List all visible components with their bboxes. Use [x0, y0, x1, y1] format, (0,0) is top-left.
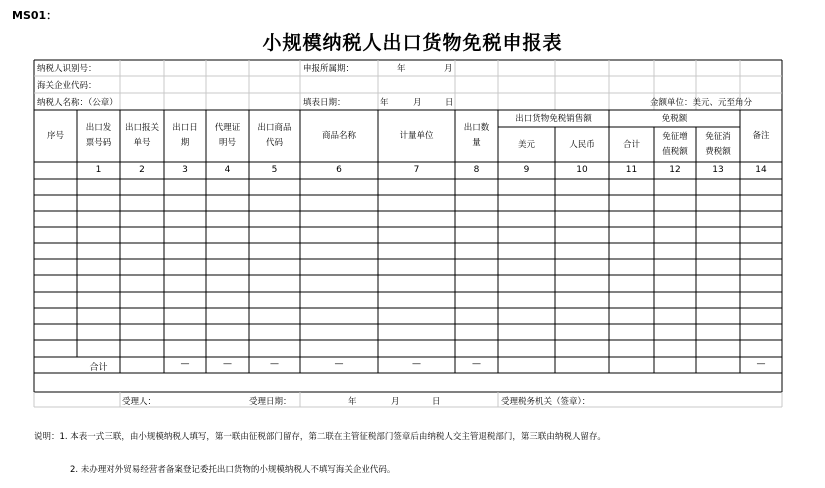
column-number: 1 [95, 165, 102, 175]
tax-office-label: 受理税务机关（签章）： [501, 397, 591, 407]
header-remarks: 备注 [752, 131, 770, 141]
header-goods-name: 商品名称 [321, 131, 356, 141]
total-dash: — [180, 359, 190, 369]
accept-year: 年 [348, 397, 357, 407]
header-sales-group: 出口货物免税销售额 [515, 114, 592, 124]
column-number: 3 [182, 165, 188, 175]
accept-date-label: 受理日期： [249, 397, 292, 407]
column-number: 12 [669, 165, 681, 175]
column-number: 11 [625, 165, 638, 175]
column-number: 8 [473, 165, 480, 175]
header-total: 合计 [622, 140, 640, 150]
column-number: 13 [712, 165, 724, 175]
fill-month: 月 [413, 98, 422, 108]
column-number: 14 [755, 165, 767, 175]
form-code: MS01： [12, 9, 58, 22]
customs-code-label: 海关企业代码： [37, 81, 97, 91]
taxpayer-name-label: 纳税人名称：（公章） [37, 98, 118, 108]
total-dash: — [412, 359, 421, 369]
period-month: 月 [444, 64, 453, 74]
header-usd: 美元 [517, 140, 535, 150]
fill-year: 年 [380, 98, 389, 108]
amount-unit-label: 金额单位：美元、元至角分 [650, 98, 753, 108]
total-dash: — [223, 359, 232, 369]
fill-day: 日 [445, 98, 454, 108]
column-number: 6 [336, 165, 342, 175]
accept-day: 日 [432, 397, 441, 407]
page-title: 小规模纳税人出口货物免税申报表 [262, 32, 563, 54]
total-dash: — [270, 359, 279, 369]
header-exempt-group: 免税额 [661, 114, 688, 124]
header-rmb: 人民币 [569, 140, 595, 150]
column-number: 5 [271, 165, 278, 175]
period-year: 年 [397, 64, 406, 74]
header-invoice-no: 出口发 票号码 [85, 123, 112, 148]
header-vat: 免征增 值税额 [662, 132, 688, 157]
fill-date-label: 填表日期： [303, 98, 346, 108]
header-goods-code: 出口商品 代码 [257, 123, 292, 148]
total-dash: — [472, 359, 481, 369]
total-dash: — [334, 359, 344, 369]
column-number: 7 [413, 165, 420, 175]
note-1: 说明：1. 本表一式三联，由小规模纳税人填写，第一联由征税部门留存，第二联在主管征税部门签章后由纳税人交主管退税部门，第三联由纳税人留存。 [34, 432, 606, 442]
header-agent-cert: 代理证 明号 [214, 123, 241, 148]
header-quantity: 出口数 量 [463, 123, 490, 148]
column-number: 9 [523, 165, 530, 175]
period-label: 申报所属期： [303, 64, 355, 74]
column-number: 2 [139, 165, 145, 175]
header-declaration-no: 出口报关 单号 [124, 123, 159, 148]
header-export-date: 出口日 期 [172, 123, 198, 148]
accept-month: 月 [391, 397, 400, 407]
total-row-label: 合计 [89, 363, 108, 373]
header-unit: 计量单位 [399, 131, 434, 141]
agent-label: 受理人： [122, 397, 157, 407]
column-number: 4 [224, 165, 231, 175]
taxpayer-id-label: 纳税人识别号： [37, 64, 97, 74]
header-consumption: 免征消 费税额 [705, 132, 731, 157]
note-2: 2. 未办理对外贸易经营者备案登记委托出口货物的小规模纳税人不填写海关企业代码。 [70, 465, 396, 475]
column-number: 10 [576, 165, 588, 175]
header-seq: 序号 [46, 131, 64, 141]
total-dash: — [756, 359, 766, 369]
